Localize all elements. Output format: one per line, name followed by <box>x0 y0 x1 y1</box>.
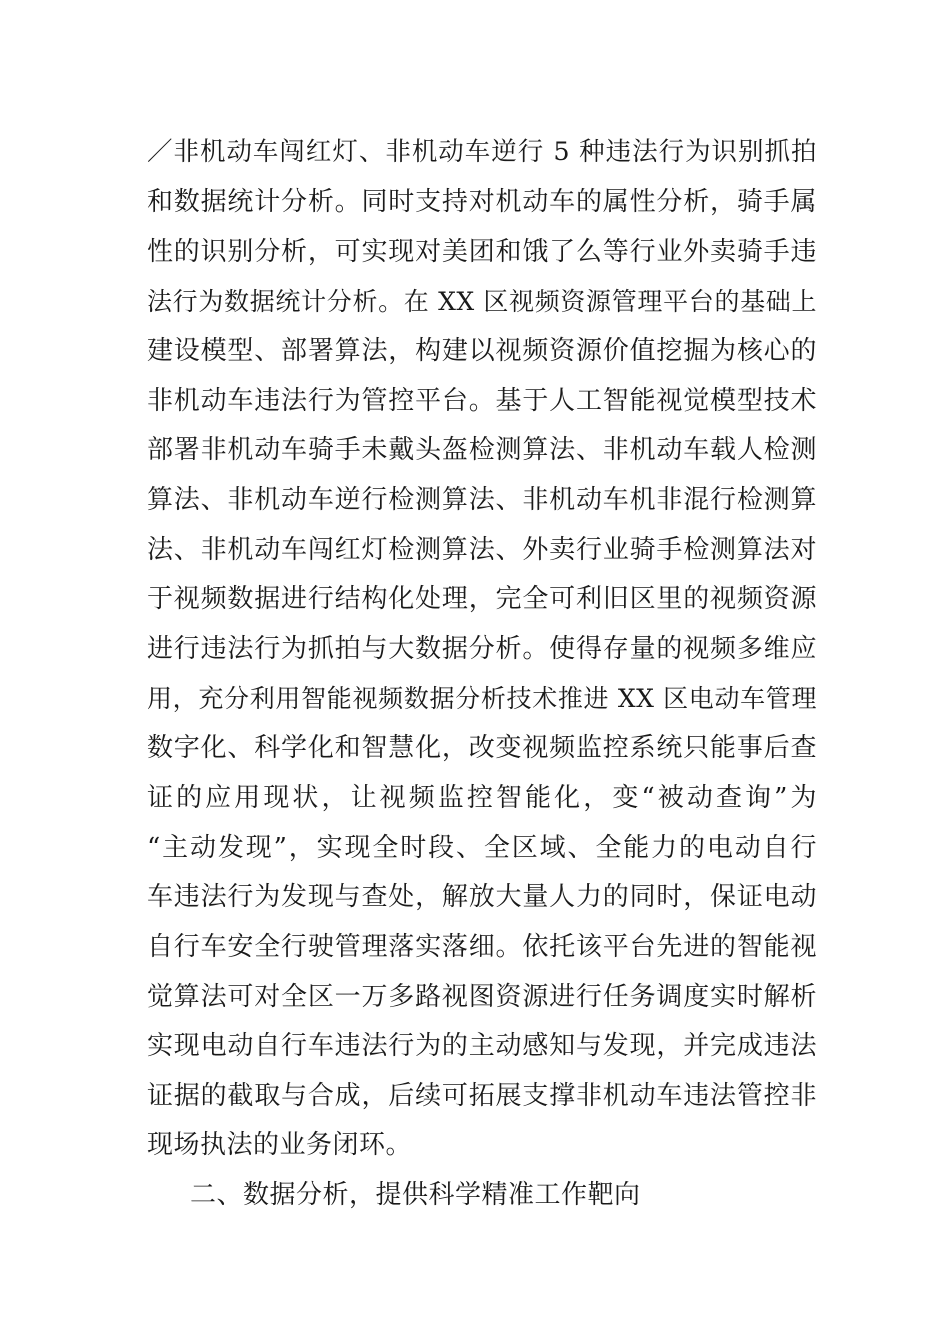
paragraph-line: 证的应用现状，让视频监控智能化，变“被动查询”为 <box>147 783 817 813</box>
paragraph-line: 证据的截取与合成，后续可拓展支撑非机动车违法管控非 <box>147 1081 817 1111</box>
paragraph-line: 实现电动自行车违法行为的主动感知与发现，并完成违法 <box>147 1031 817 1061</box>
paragraph-line: 于视频数据进行结构化处理，完全可利旧区里的视频资源 <box>147 584 817 614</box>
paragraph-line: 和数据统计分析。同时支持对机动车的属性分析，骑手属 <box>147 187 817 217</box>
paragraph-line: 觉算法可对全区一万多路视图资源进行任务调度实时解析 <box>147 982 817 1012</box>
paragraph-line: 法、非机动车闯红灯检测算法、外卖行业骑手检测算法对 <box>147 535 817 565</box>
paragraph-line: ／非机动车闯红灯、非机动车逆行 5 种违法行为识别抓拍 <box>147 137 817 167</box>
paragraph-line: 自行车安全行驶管理落实落细。依托该平台先进的智能视 <box>147 932 817 962</box>
paragraph-line: “主动发现”，实现全时段、全区域、全能力的电动自行 <box>147 833 817 863</box>
paragraph-line: 用，充分利用智能视频数据分析技术推进 XX 区电动车管理 <box>147 684 817 713</box>
section-heading: 二、数据分析，提供科学精准工作靶向 <box>190 1180 641 1210</box>
paragraph-line: 部署非机动车骑手未戴头盔检测算法、非机动车载人检测 <box>147 435 817 465</box>
paragraph-line: 数字化、科学化和智慧化，改变视频监控系统只能事后查 <box>147 733 817 763</box>
paragraph-line: 法行为数据统计分析。在 XX 区视频资源管理平台的基础上 <box>147 287 817 316</box>
paragraph-line: 算法、非机动车逆行检测算法、非机动车机非混行检测算 <box>147 485 817 515</box>
paragraph-line: 建设模型、部署算法，构建以视频资源价值挖掘为核心的 <box>147 336 817 366</box>
paragraph-last-line: 现场执法的业务闭环。 <box>147 1130 413 1160</box>
paragraph-line: 进行违法行为抓拍与大数据分析。使得存量的视频多维应 <box>147 634 817 664</box>
paragraph-line: 非机动车违法行为管控平台。基于人工智能视觉模型技术 <box>147 386 817 416</box>
paragraph-line: 性的识别分析，可实现对美团和饿了么等行业外卖骑手违 <box>147 237 817 267</box>
paragraph-line: 车违法行为发现与查处，解放大量人力的同时，保证电动 <box>147 882 817 912</box>
